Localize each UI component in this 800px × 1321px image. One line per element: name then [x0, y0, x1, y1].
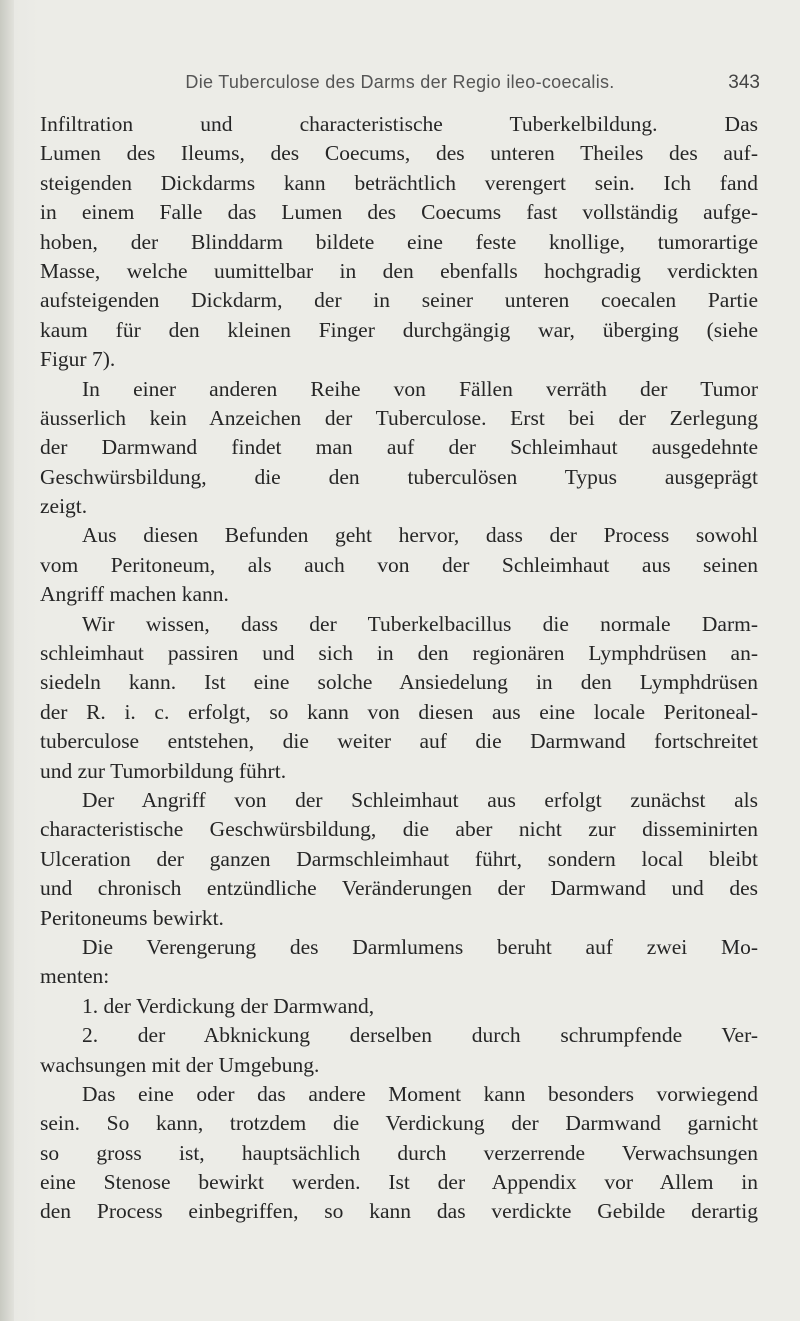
- page-gutter-shadow: [0, 0, 14, 1321]
- text-line: der Darmwand findet man auf der Schleimhaut ausgedehnte: [40, 435, 758, 460]
- text-line: zeigt.: [40, 494, 88, 519]
- page-number: 343: [728, 72, 760, 93]
- text-line: characteristische Geschwürsbildung, die aber nicht zur disseminirten: [40, 817, 758, 842]
- text-line: kaum für den kleinen Finger durchgängig war, überging (siehe: [40, 317, 758, 342]
- text-line: Wir wissen, dass der Tuberkelbacillus die normale Darm-: [82, 611, 758, 636]
- text-line: 1. der Verdickung der Darmwand,: [82, 993, 375, 1018]
- text-line: In einer anderen Reihe von Fällen verräth der Tumor: [82, 376, 758, 401]
- text-line: Figur 7).: [40, 347, 116, 372]
- text-line: Der Angriff von der Schleimhaut aus erfolgt zunächst als: [82, 787, 758, 812]
- text-line: so gross ist, hauptsächlich durch verzerrende Verwachsungen: [40, 1140, 758, 1165]
- body-text: [40, 110, 758, 1227]
- text-line: Ulceration der ganzen Darmschleimhaut führt, sondern local bleibt: [40, 846, 758, 871]
- text-line: und zur Tumorbildung führt.: [40, 758, 287, 783]
- text-line: menten:: [40, 964, 110, 989]
- text-line: Infiltration und characteristische Tuberkelbildung. Das: [40, 112, 758, 136]
- text-line: Masse, welche uumittelbar in den ebenfalls hochgradig verdickten: [40, 258, 758, 283]
- text-line: tuberculose entstehen, die weiter auf die Darmwand fortschreitet: [40, 729, 758, 754]
- text-line: Geschwürsbildung, die den tuberculösen Typus ausgeprägt: [40, 464, 758, 489]
- text-line: 2. der Abknickung derselben durch schrumpfende Ver-: [82, 1023, 758, 1048]
- text-line: in einem Falle das Lumen des Coecums fast vollständig aufge-: [40, 200, 758, 225]
- text-line: den Process einbegriffen, so kann das verdickte Gebilde derartig: [40, 1199, 758, 1224]
- text-line: eine Stenose bewirkt werden. Ist der Appendix vor Allem in: [40, 1170, 758, 1195]
- text-line: siedeln kann. Ist eine solche Ansiedelung in den Lymphdrüsen: [40, 670, 758, 695]
- text-line: hoben, der Blinddarm bildete eine feste knollige, tumorartige: [40, 229, 758, 254]
- text-line: äusserlich kein Anzeichen der Tuberculose. Erst bei der Zerlegung: [40, 405, 758, 430]
- text-line: Lumen des Ileums, des Coecums, des unteren Theiles des auf-: [40, 141, 758, 166]
- text-line: Angriff machen kann.: [40, 582, 229, 607]
- text-line: sein. So kann, trotzdem die Verdickung der Darmwand garnicht: [40, 1111, 758, 1136]
- text-line: aufsteigenden Dickdarm, der in seiner unteren coecalen Partie: [40, 288, 758, 313]
- text-line: Die Verengerung des Darmlumens beruht auf zwei Mo-: [82, 934, 758, 959]
- text-line: Aus diesen Befunden geht hervor, dass der Process sowohl: [82, 523, 758, 548]
- text-line: der R. i. c. erfolgt, so kann von diesen aus eine locale Peritoneal-: [40, 699, 758, 724]
- text-line: schleimhaut passiren und sich in den regionären Lymphdrüsen an-: [40, 641, 758, 666]
- text-line: und chronisch entzündliche Veränderungen der Darmwand und des: [40, 876, 758, 901]
- text-line: wachsungen mit der Umgebung.: [40, 1052, 320, 1077]
- text-line: steigenden Dickdarms kann beträchtlich verengert sein. Ich fand: [40, 170, 758, 195]
- running-head: Die Tuberculose des Darms der Regio ileo-coecalis.: [185, 72, 615, 92]
- text-line: Peritoneums bewirkt.: [40, 905, 224, 930]
- text-line: Das eine oder das andere Moment kann besonders vorwiegend: [82, 1081, 758, 1106]
- text-line: vom Peritoneum, als auch von der Schleimhaut aus seinen: [40, 552, 758, 577]
- page-header: [0, 72, 800, 96]
